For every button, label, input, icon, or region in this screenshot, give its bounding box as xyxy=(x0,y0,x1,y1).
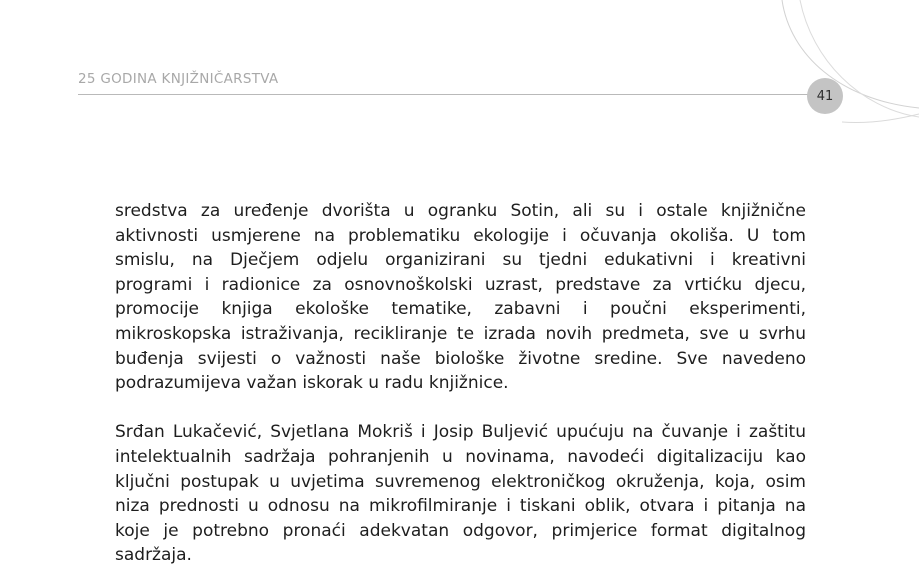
text-line: Srđan Lukačević, Svjetlana Mokriš i Josip Buljević upućuju na čuvanje i zaštitu xyxy=(115,422,806,443)
text-line: intelektualnih sadržaja pohranjenih u novinama, navodeći digitalizaciju kao xyxy=(115,446,806,467)
text-line: koje je potrebno pronaći adekvatan odgovor, primjerice format digitalnog xyxy=(115,520,806,541)
text-line: sadržaja. xyxy=(115,545,192,566)
page-number-badge xyxy=(807,78,843,114)
header-divider xyxy=(78,94,808,95)
body-text xyxy=(115,199,806,568)
text-line: programi i radionice za osnovnoškolski uzrast, predstave za vrtićku djecu, xyxy=(115,274,806,295)
text-line: mikroskopska istraživanja, recikliranje te izrada novih predmeta, sve u svrhu xyxy=(115,323,806,344)
paragraph-1 xyxy=(115,199,806,396)
text-line: smislu, na Dječjem odjelu organizirani su tjedni edukativni i kreativni xyxy=(115,250,806,271)
running-header-title: 25 GODINA KNJIŽNIČARSTVA xyxy=(78,71,279,87)
text-line: sredstva za uređenje dvorišta u ogranku Sotin, ali su i ostale knjižnične xyxy=(115,201,806,221)
text-line: podrazumijeva važan iskorak u radu knjižnice. xyxy=(115,373,509,394)
text-line: niza prednosti u odnosu na mikrofilmiranje i tiskani oblik, otvara i pitanja na xyxy=(115,496,806,517)
text-line: promocije knjiga ekološke tematike, zabavni i poučni eksperimenti, xyxy=(115,299,806,320)
page-number: 41 xyxy=(816,88,834,104)
text-line: aktivnosti usmjerene na problematiku ekologije i očuvanja okoliša. U tom xyxy=(115,225,806,246)
text-line: ključni postupak u uvjetima suvremenog elektroničkog okruženja, koja, osim xyxy=(115,471,806,492)
text-line: buđenja svijesti o važnosti naše biološke životne sredine. Sve navedeno xyxy=(115,348,806,369)
paragraph-2 xyxy=(115,420,806,568)
